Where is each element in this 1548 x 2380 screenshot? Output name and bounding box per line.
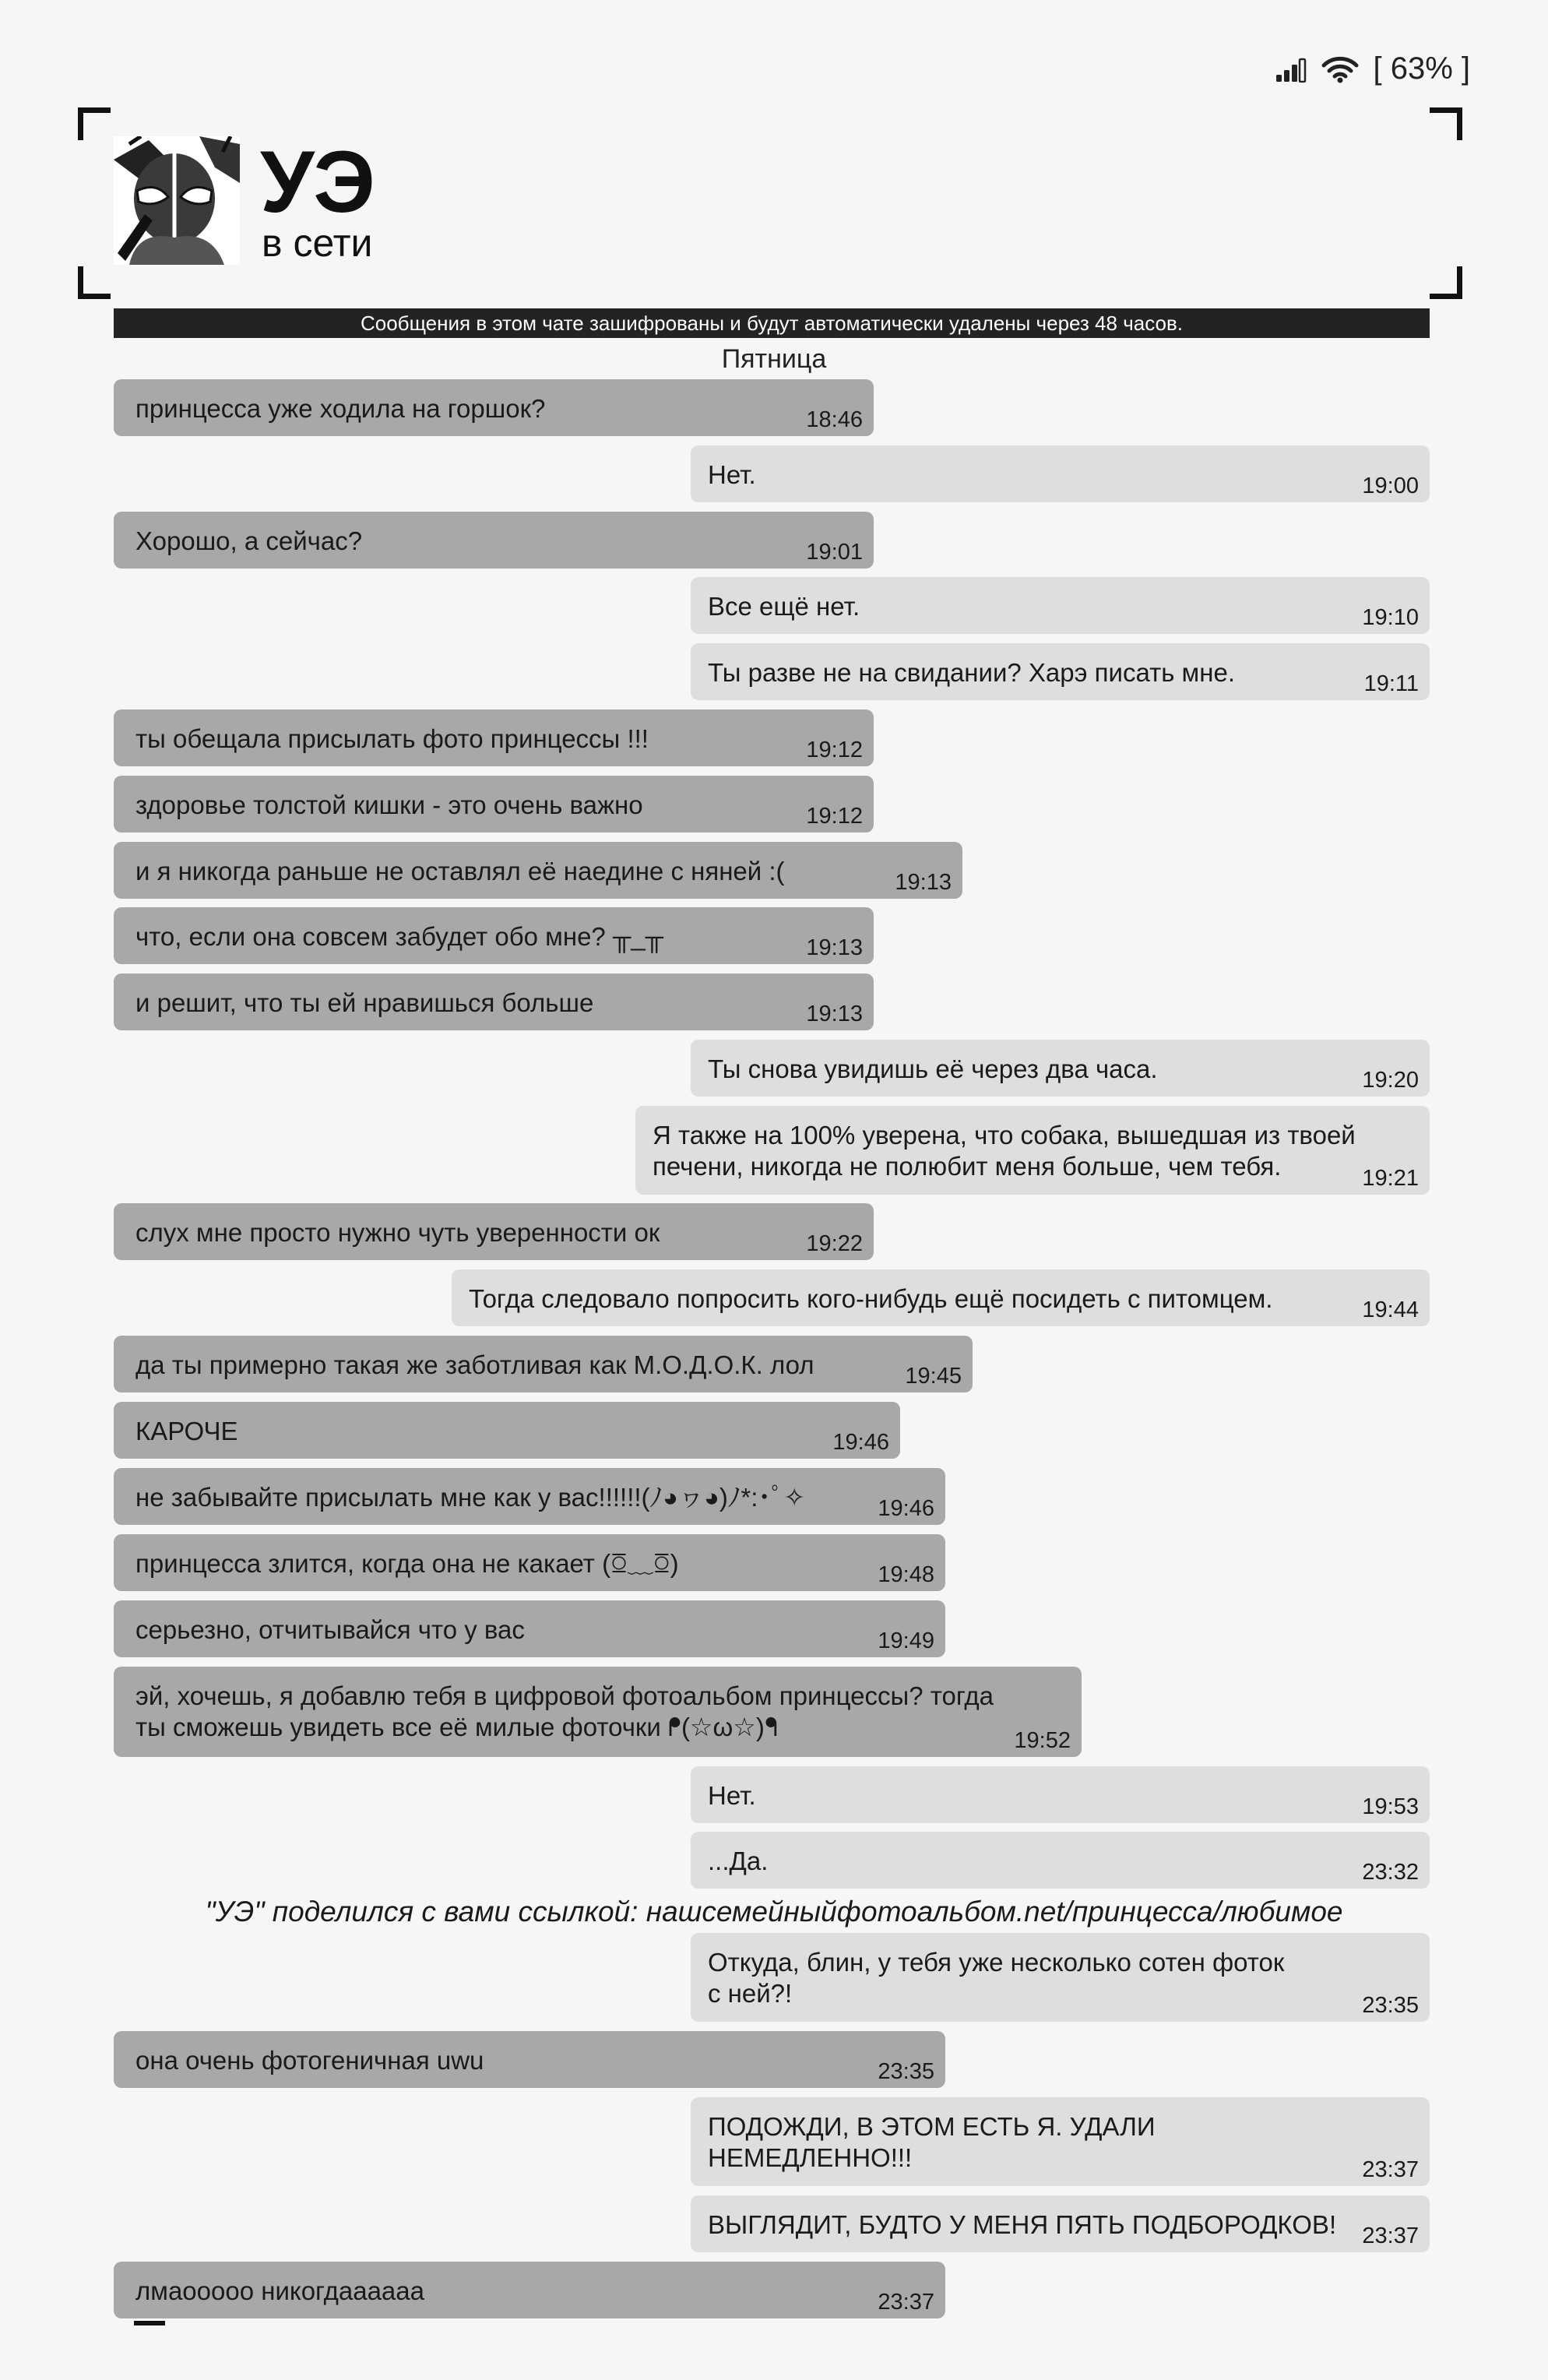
message-time: 23:37: [1362, 2223, 1419, 2248]
encryption-banner: Сообщения в этом чате зашифрованы и будут автоматически удалены через 48 часов.: [114, 308, 1430, 338]
message-text: Нет.: [708, 460, 756, 489]
link-share-notice[interactable]: "УЭ" поделился с вами ссылкой: нашсемейныйфотоальбом.net/принцесса/любимое: [205, 1896, 1343, 1928]
message-time: 23:35: [878, 2059, 934, 2084]
message-text: эй, хочешь, я добавлю тебя в цифровой фотоальбом принцессы? тогда ты сможешь увидеть все её милые фоточки ᖰ(☆ω☆)ᖳ: [135, 1681, 994, 1741]
signal-icon: [1275, 56, 1307, 83]
message-outgoing[interactable]: [691, 1766, 1430, 1823]
message-text: принцесса злится, когда она не какает (ꗞ﹏ꗞ): [135, 1549, 679, 1578]
message-outgoing[interactable]: [691, 1933, 1430, 2022]
battery-level: [ 63% ]: [1373, 51, 1470, 86]
message-time: 23:37: [1362, 2157, 1419, 2182]
message-incoming[interactable]: [114, 2262, 945, 2318]
message-text: ВЫГЛЯДИТ, БУДТО У МЕНЯ ПЯТЬ ПОДБОРОДКОВ!: [708, 2210, 1337, 2239]
message-time: 19:01: [806, 540, 863, 565]
message-time: 19:53: [1362, 1794, 1419, 1819]
message-outgoing[interactable]: [691, 445, 1430, 502]
message-time: 19:20: [1362, 1068, 1419, 1093]
message-time: 19:52: [1014, 1728, 1071, 1753]
message-time: 19:48: [878, 1562, 934, 1587]
message-text: Нет.: [708, 1781, 756, 1810]
message-outgoing[interactable]: [452, 1269, 1430, 1326]
message-text: Откуда, блин, у тебя уже несколько сотен фоток с ней?!: [708, 1948, 1285, 2008]
frame-corner-top-left: [78, 107, 111, 140]
message-incoming[interactable]: [114, 907, 874, 964]
message-incoming[interactable]: [114, 842, 962, 899]
message-time: 19:00: [1362, 474, 1419, 498]
message-text: принцесса уже ходила на горшок?: [135, 394, 546, 423]
message-time: 19:11: [1363, 671, 1419, 696]
message-time: 19:22: [806, 1231, 863, 1256]
message-time: 19:46: [832, 1430, 889, 1455]
contact-avatar[interactable]: [114, 136, 240, 265]
message-time: 18:46: [806, 407, 863, 432]
message-time: 19:12: [806, 738, 863, 762]
message-text: серьезно, отчитывайся что у вас: [135, 1615, 525, 1644]
message-text: здоровье толстой кишки - это очень важно: [135, 790, 643, 819]
message-text: ПОДОЖДИ, В ЭТОМ ЕСТЬ Я. УДАЛИ НЕМЕДЛЕННО!!!: [708, 2112, 1156, 2172]
message-incoming[interactable]: [114, 973, 874, 1030]
message-outgoing[interactable]: [691, 643, 1430, 700]
message-outgoing[interactable]: [691, 1040, 1430, 1097]
message-text: Все ещё нет.: [708, 592, 860, 621]
message-incoming[interactable]: [114, 379, 874, 436]
message-incoming[interactable]: [114, 1534, 945, 1591]
message-time: 19:44: [1362, 1297, 1419, 1322]
day-separator: Пятница: [721, 344, 827, 374]
message-outgoing[interactable]: [691, 2195, 1430, 2252]
message-incoming[interactable]: [114, 1667, 1082, 1757]
message-time: 19:12: [806, 804, 863, 829]
message-text: лмаоoooo никогдаааааа: [135, 2276, 424, 2305]
message-time: 19:13: [806, 1002, 863, 1026]
message-text: КАРОЧЕ: [135, 1417, 238, 1445]
message-time: 19:46: [878, 1496, 934, 1521]
message-text: что, если она совсем забудет обо мне? ╥_╥: [135, 922, 664, 951]
message-incoming[interactable]: [114, 1402, 900, 1459]
message-text: она очень фотогеничная uwu: [135, 2046, 484, 2075]
message-outgoing[interactable]: [635, 1106, 1430, 1195]
message-text: не забывайте присылать мне как у вас!!!!!!(ﾉ◕ヮ◕)ﾉ*:･ﾟ✧: [135, 1483, 806, 1512]
message-time: 19:45: [905, 1364, 962, 1389]
message-text: и я никогда раньше не оставлял её наедине с няней :(: [135, 857, 785, 885]
message-time: 19:10: [1362, 605, 1419, 630]
message-incoming[interactable]: [114, 1336, 973, 1392]
message-text: Тогда следовало попросить кого-нибудь ещё посидеть с питомцем.: [469, 1284, 1273, 1313]
contact-online-status: в сети: [262, 221, 373, 265]
contact-name[interactable]: УЭ: [260, 133, 375, 231]
message-incoming[interactable]: [114, 776, 874, 833]
message-time: 19:13: [806, 935, 863, 960]
message-incoming[interactable]: [114, 1203, 874, 1260]
message-outgoing[interactable]: [691, 1832, 1430, 1889]
message-text: Ты снова увидишь её через два часа.: [708, 1054, 1158, 1083]
message-time: 23:35: [1362, 1993, 1419, 2018]
message-text: Хорошо, а сейчас?: [135, 526, 363, 555]
message-text: ...Да.: [708, 1847, 769, 1875]
message-time: 23:32: [1362, 1860, 1419, 1885]
message-time: 19:21: [1362, 1166, 1419, 1191]
message-time: 23:37: [878, 2290, 934, 2315]
message-incoming[interactable]: [114, 1468, 945, 1525]
message-text: слух мне просто нужно чуть уверенности ок: [135, 1218, 660, 1247]
wifi-icon: [1321, 55, 1359, 83]
message-text: Ты разве не на свидании? Харэ писать мне.: [708, 658, 1235, 687]
message-time: 19:49: [878, 1628, 934, 1653]
frame-corner-bottom-left: [78, 266, 111, 299]
message-outgoing[interactable]: [691, 2097, 1430, 2186]
frame-corner-bottom-right: [1430, 266, 1462, 299]
message-incoming[interactable]: [114, 709, 874, 766]
status-bar: [1275, 51, 1470, 86]
message-incoming[interactable]: [114, 1600, 945, 1657]
message-text: ты обещала присылать фото принцессы !!!: [135, 724, 649, 753]
message-incoming[interactable]: [114, 2031, 945, 2088]
message-outgoing[interactable]: [691, 577, 1430, 634]
frame-corner-top-right: [1430, 107, 1462, 140]
message-time: 19:13: [895, 870, 952, 895]
message-text: и решит, что ты ей нравишься больше: [135, 988, 594, 1017]
typing-cursor: [134, 2321, 165, 2325]
message-incoming[interactable]: [114, 512, 874, 569]
message-text: Я также на 100% уверена, что собака, вышедшая из твоей печени, никогда не полюбит меня больше, чем тебя.: [653, 1121, 1356, 1181]
message-text: да ты примерно такая же заботливая как М.О.Д.О.К. лол: [135, 1350, 814, 1379]
